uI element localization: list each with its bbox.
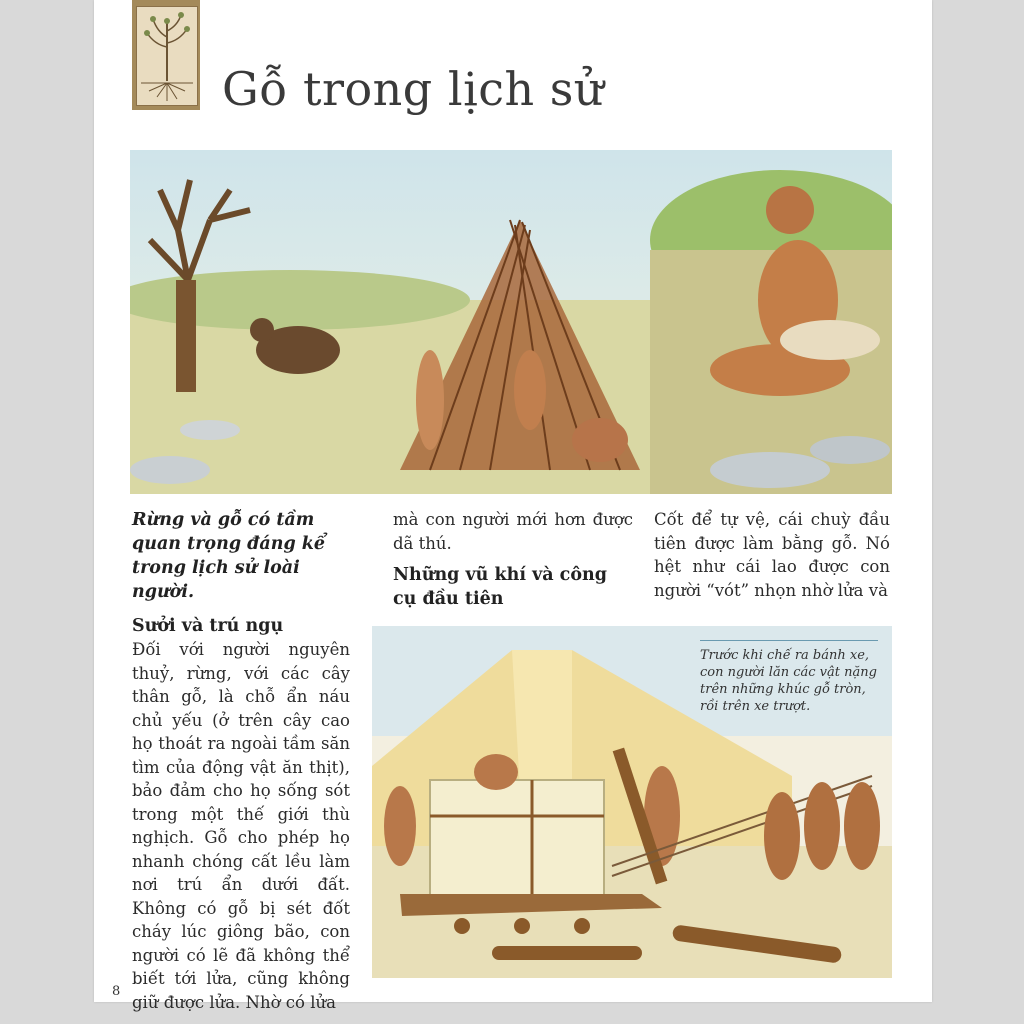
chapter-badge (132, 0, 200, 110)
text-column-3 (654, 508, 890, 602)
tree-roots-icon (136, 6, 198, 106)
text-column-1 (132, 508, 350, 1014)
illustration-caption: Trước khi chế ra bánh xe, con người lăn các vật nặng trên những khúc gỗ tròn, rồi trên xe trượt. (700, 640, 878, 715)
page-title: Gỗ trong lịch sử (222, 62, 605, 116)
section-heading-shelter: Sưởi và trú ngụ (132, 616, 284, 636)
column-2-paragraph: mà con người mới hơn được dã thú. (393, 510, 633, 553)
weapons-paragraph: Cốt để tự vệ, cái chuỳ đầu tiên được làm bằng gỗ. Nó hệt như cái lao được con người “vót” nhọn nhờ lửa và (654, 510, 890, 600)
page-number: 8 (112, 984, 121, 999)
lead-paragraph: Rừng và gỗ có tầm quan trọng đáng kể trong lịch sử loài người. (132, 510, 326, 602)
text-column-2 (393, 508, 633, 611)
prehistoric-scene-illustration (130, 150, 892, 494)
shelter-paragraph: Đối với người nguyên thuỷ, rừng, với các cây thân gỗ, là chỗ ẩn náu chủ yếu (ở trên cây cao họ thoát ra ngoài tầm săn tìm của động vật ăn thịt), bảo đảm cho họ sống sót trong một thế giới thù nghịch. Gỗ cho phép họ nhanh chóng cất lều làm nơi trú ẩn dưới đất. Không có gỗ bị sét đốt cháy lúc giông bão, con người có lẽ đã không thể biết tới lửa, cũng không giữ được lửa. Nhờ có lửa (132, 640, 350, 1012)
section-heading-weapons: Những vũ khí và công cụ đầu tiên (393, 565, 607, 609)
